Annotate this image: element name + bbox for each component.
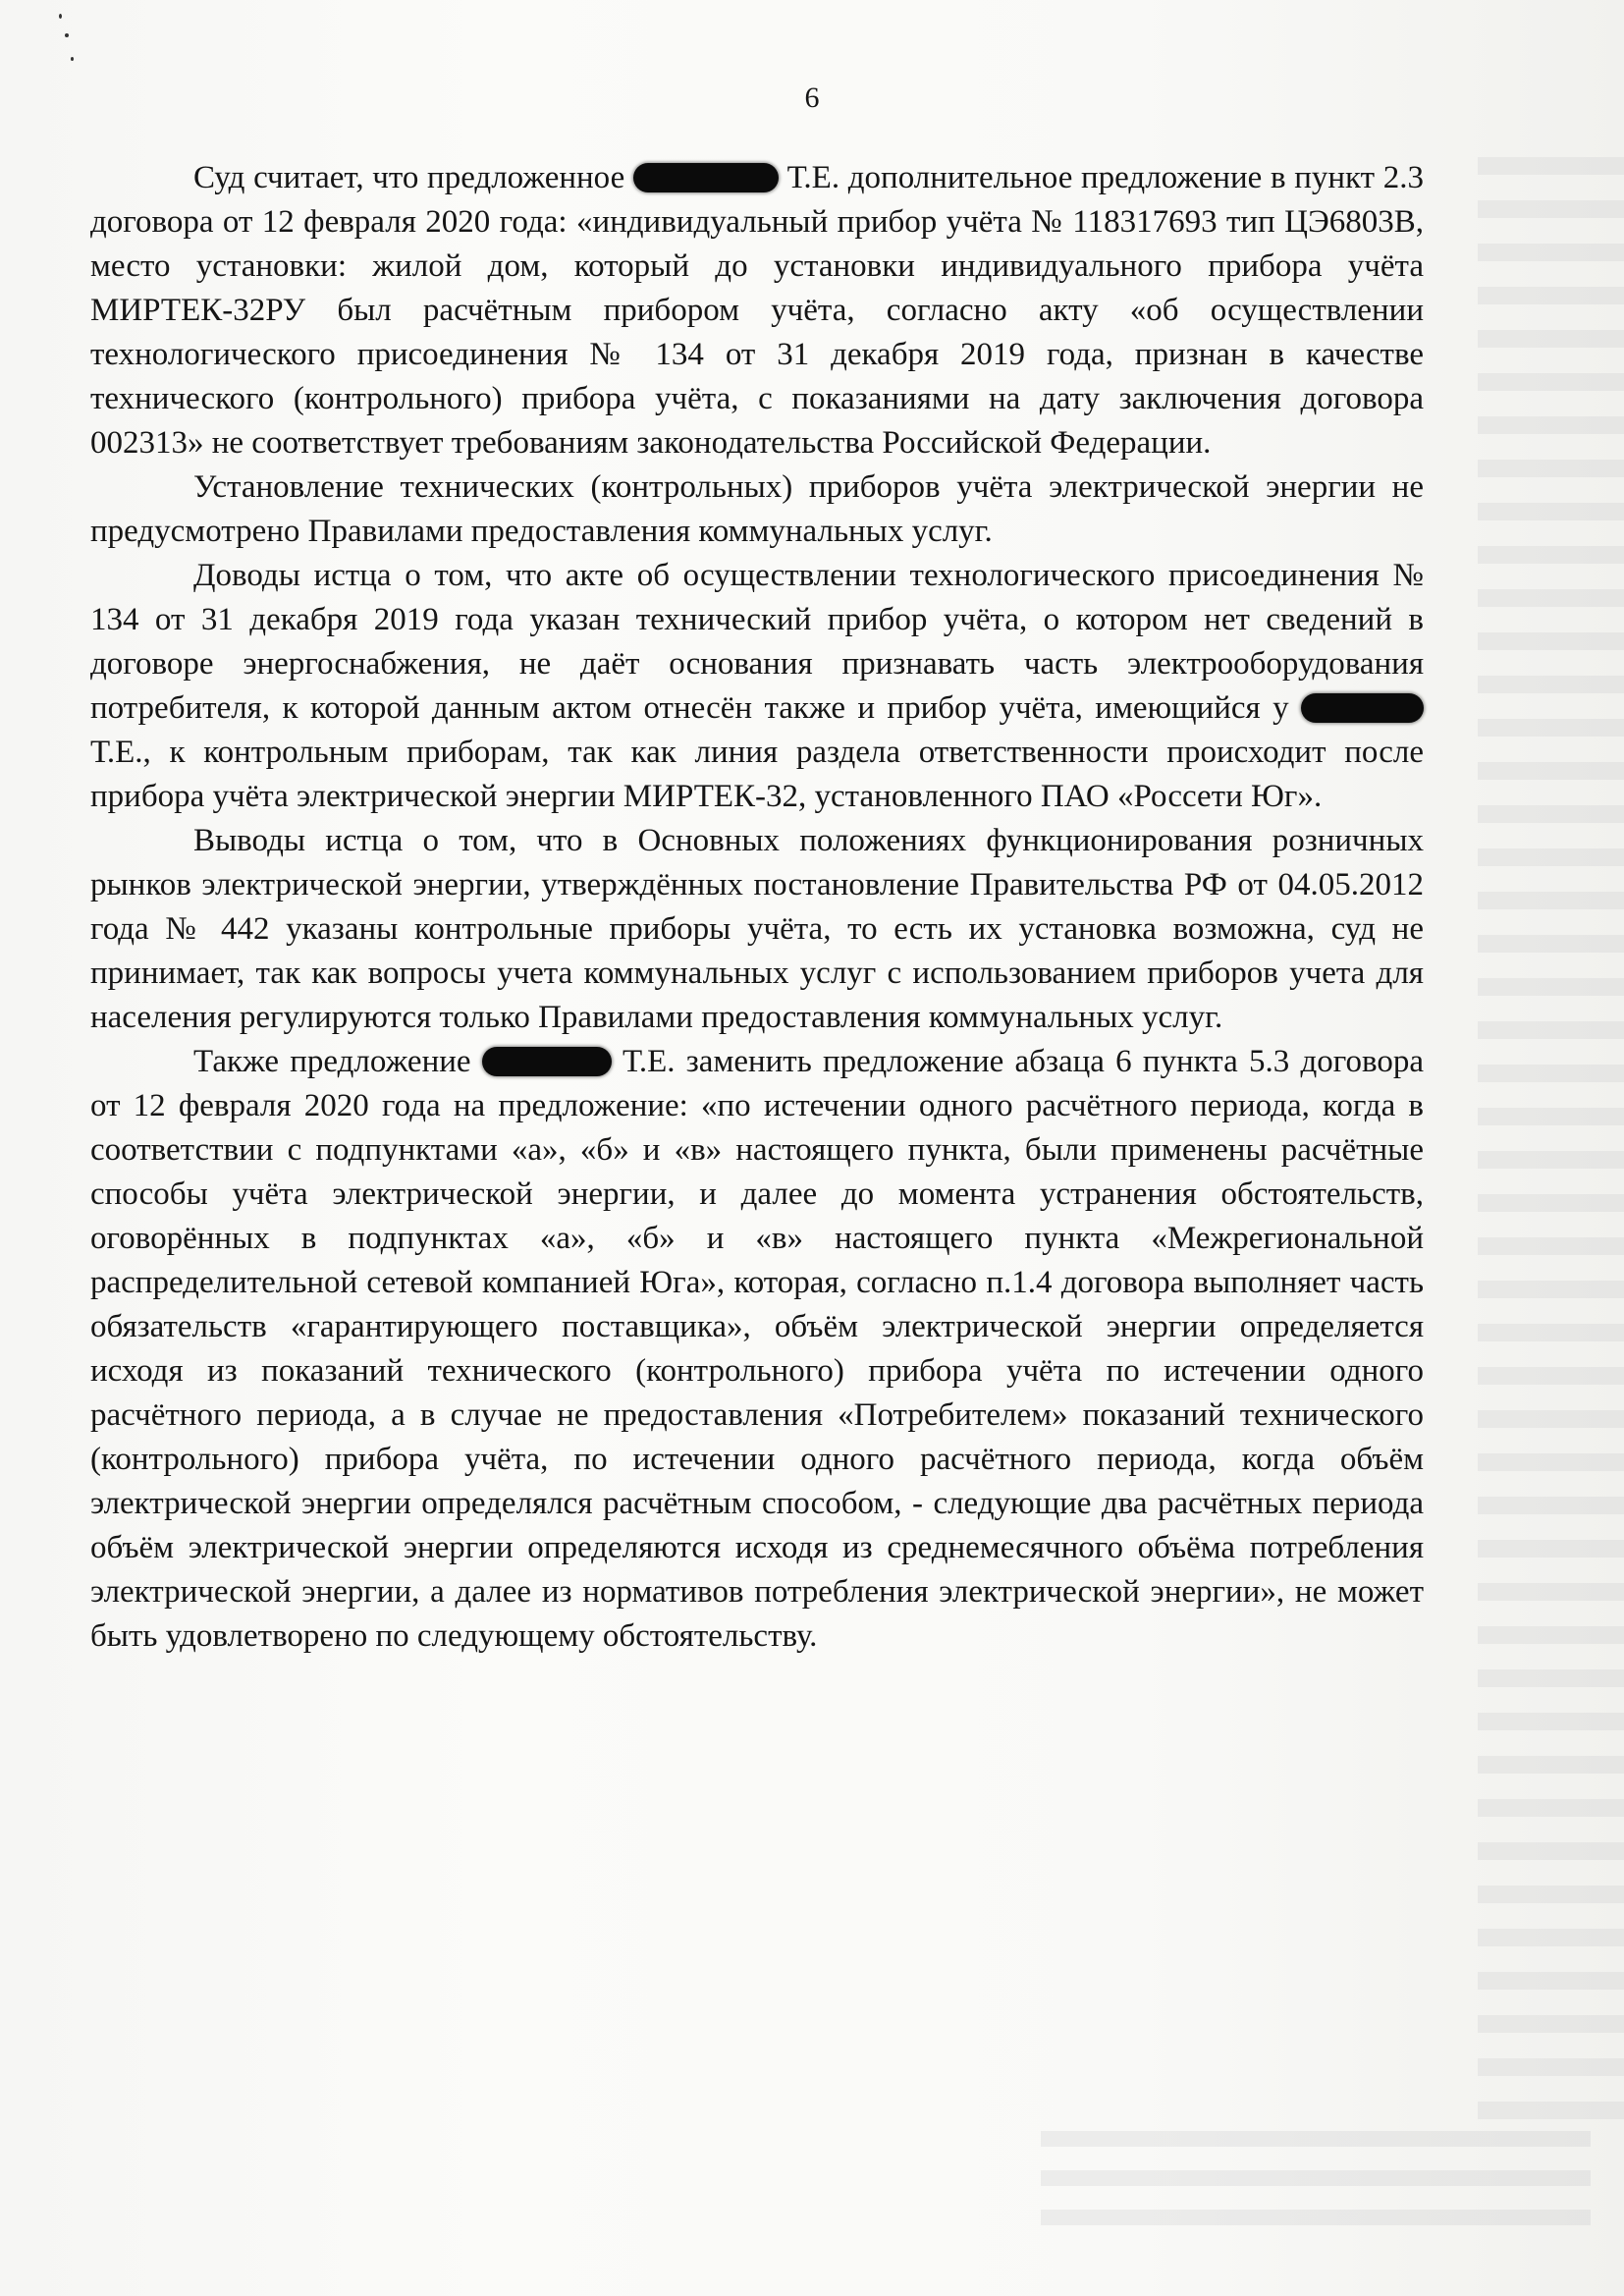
redaction-mark [1301, 693, 1424, 723]
bleed-through-shadow-bottom [1041, 2131, 1591, 2249]
paragraph-proposal-replacement: Также предложение Т.Е. заменить предложение абзаца 6 пункта 5.3 договора от 12 февраля 2020 года на предложение: «по истечении одного расчётного периода, когда в соответствии с подпунктами «а», «б» и «в» настоящего пункта, были применены расчётные способы учёта электрической энергии, и далее до момента устранения обстоятельств, оговорённых в подпунктах «а», «б» и «в» настоящего пункта «Межрегиональной распределительной сетевой компанией Юга», которая, согласно п.1.4 договора выполняет часть обязательств «гарантирующего поставщика», объём электрической энергии определяется исходя из показаний технического (контрольного) прибора учёта по истечении одного расчётного периода, а в случае не предоставления «Потребителем» показаний технического (контрольного) прибора учёта, по истечении одного расчётного периода, когда объём электрической энергии определялся расчётным способом, - следующие два расчётных периода объём электрической энергии определяются исходя из среднемесячного объёма потребления электрической энергии, а далее из нормативов потребления электрической энергии», не может быть удовлетворено по следующему обстоятельству. [90, 1044, 1424, 1654]
paragraph-plaintiff-conclusions: Выводы истца о том, что в Основных положениях функционирования розничных рынков электрической энергии, утверждённых постановление Правительства РФ от 04.05.2012 года № 442 указаны контрольные приборы учёта, то есть их установка возможна, суд не принимает, так как вопросы учета коммунальных услуг с использованием приборов учета для населения регулируются только Правилами предоставления коммунальных услуг. [90, 823, 1424, 1035]
page-number: 6 [804, 82, 820, 114]
scan-speck [71, 57, 74, 61]
paragraph-court-opinion: Суд считает, что предложенное Т.Е. дополнительное предложение в пункт 2.3 договора от 12 февраля 2020 года: «индивидуальный прибор учёта № 118317693 тип ЦЭ6803В, место установки: жилой дом, который до установки индивидуального прибора учёта МИРТЕК-32РУ был расчётным прибором учёта, согласно акту «об осуществлении технологического присоединения № 134 от 31 декабря 2019 года, признан в качестве технического (контрольного) прибора учёта, с показаниями на дату заключения договора 002313» не соответствует требованиям законодательства Российской Федерации. [90, 160, 1424, 461]
scan-speck [59, 14, 62, 19]
document-body [90, 156, 1424, 1659]
redaction-mark [633, 163, 779, 192]
bleed-through-shadow [1478, 157, 1624, 2121]
paragraph-control-meters: Установление технических (контрольных) приборов учёта электрической энергии не предусмотрено Правилами предоставления коммунальных услуг. [90, 469, 1424, 549]
redaction-mark [482, 1047, 612, 1076]
scan-speck [65, 33, 69, 37]
paragraph-plaintiff-arguments: Доводы истца о том, что акте об осуществлении технологического присоединения № 134 от 31 декабря 2019 года указан технический прибор учёта, о котором нет сведений в договоре энергоснабжения, не даёт основания признавать часть электрооборудования потребителя, к которой данным актом отнесён также и прибор учёта, имеющийся у Т.Е., к контрольным приборам, так как линия раздела ответственности происходит после прибора учёта электрической энергии МИРТЕК-32, установленного ПАО «Россети Юг». [90, 558, 1424, 814]
